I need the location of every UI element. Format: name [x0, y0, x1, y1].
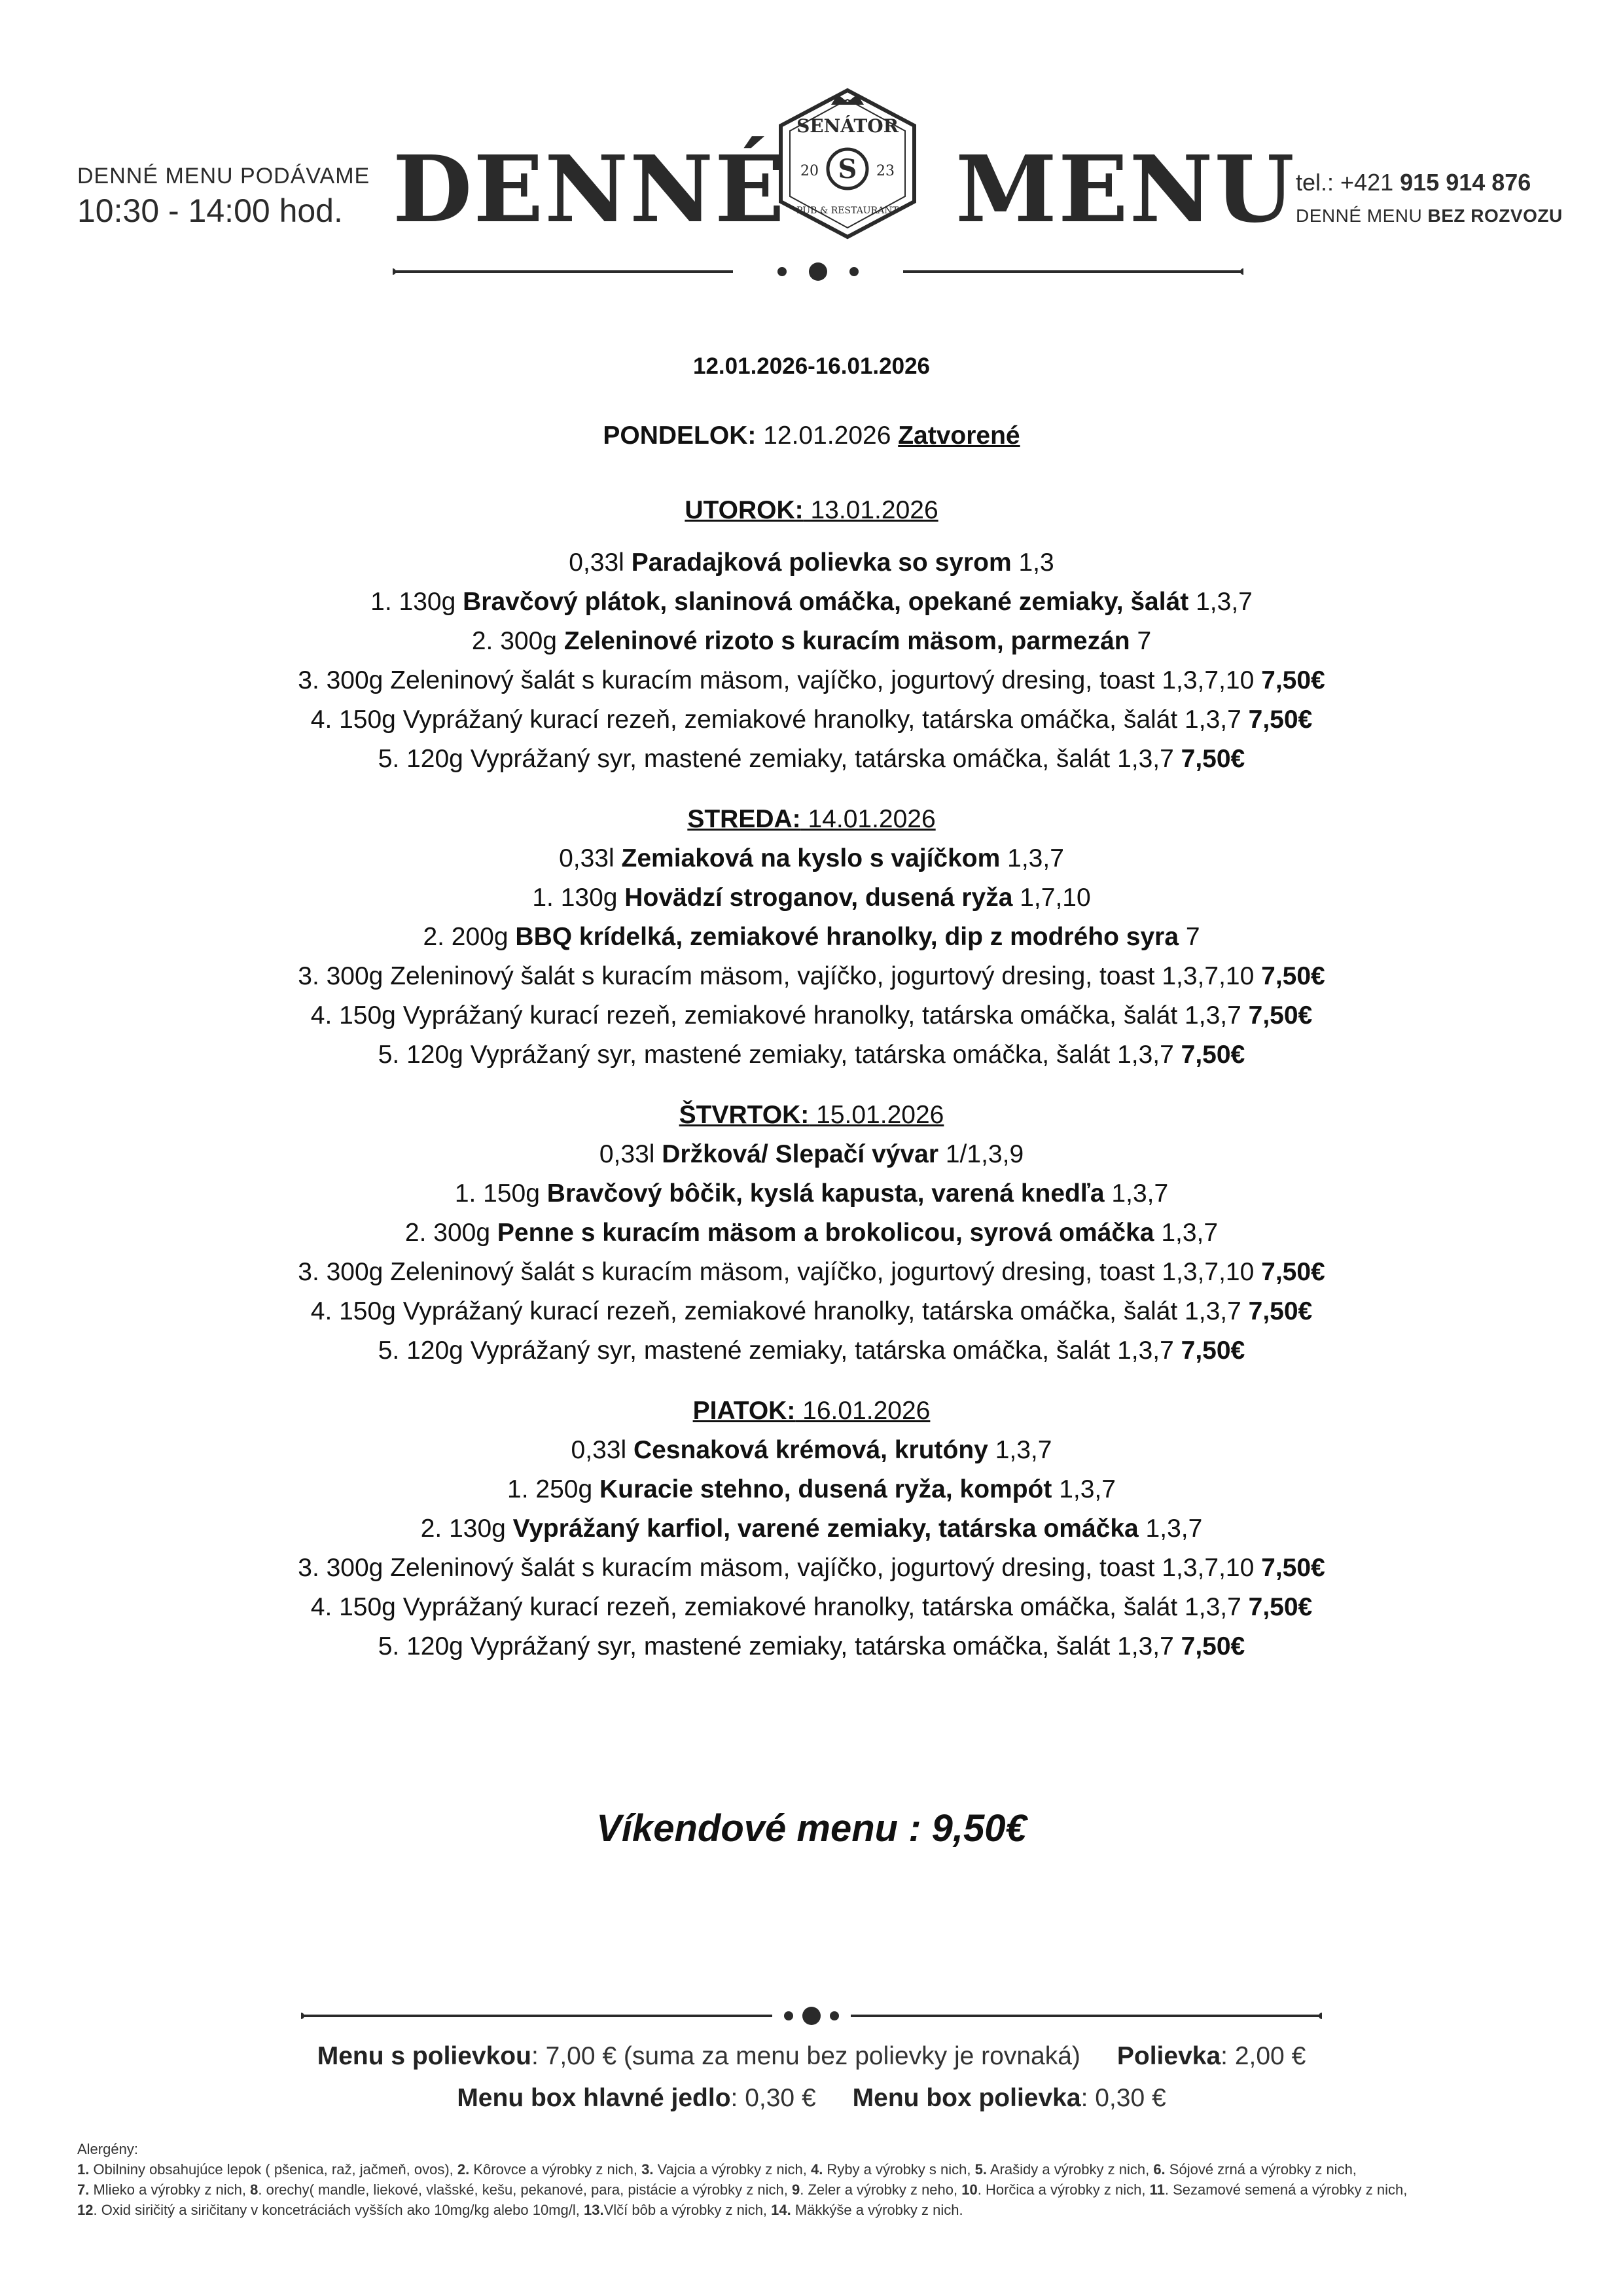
menu-item	[0, 583, 1623, 622]
item-prefix: 5. 120g Vyprážaný syr, mastené zemiaky, tatárska omáčka, šalát 1,3,7	[378, 1336, 1181, 1365]
menu-item	[0, 543, 1623, 583]
item-prefix: 0,33l	[599, 1140, 662, 1168]
title-left: DENNÉ	[393, 136, 786, 243]
day-label: UTOROK:	[685, 496, 804, 524]
item-prefix: 3. 300g Zeleninový šalát s kuracím mäsom, vajíčko, jogurtový dresing, toast 1,3,7,10	[298, 666, 1262, 694]
footer-divider	[301, 2003, 1322, 2029]
allergen-text: . Sezamové semená a výrobky z nich,	[1164, 2181, 1408, 2198]
allergen-text: . orechy( mandle, liekové, vlašské, kešu, pekanové, para, pistácie a výrobky z nich,	[258, 2181, 792, 2198]
day-label: ŠTVRTOK:	[679, 1101, 810, 1129]
allergen-text: Arašidy a výrobky z nich,	[986, 2161, 1154, 2178]
allergen-text: Mäkkýše a výrobky z nich.	[791, 2202, 963, 2218]
item-price: 7,50€	[1181, 1632, 1245, 1660]
title-right: MENU	[955, 136, 1296, 243]
weekend-menu-price: Víkendové menu : 9,50€	[596, 1807, 1027, 1850]
item-prefix: 1. 130g	[370, 588, 463, 616]
menu-item	[0, 996, 1623, 1035]
item-dish: Zemiaková na kyslo s vajíčkom	[621, 844, 1001, 872]
item-prefix: 3. 300g Zeleninový šalát s kuracím mäsom, vajíčko, jogurtový dresing, toast 1,3,7,10	[298, 1258, 1262, 1286]
item-dish: Bravčový plátok, slaninová omáčka, opekané zemiaky, šalát	[463, 588, 1189, 616]
box-soup-label: Menu box polievka	[852, 2084, 1081, 2112]
item-price: 7,50€	[1261, 1258, 1325, 1286]
delivery-bold: BEZ ROZVOZU	[1427, 206, 1563, 226]
allergen-number: 11	[1149, 2181, 1165, 2198]
menu-item	[0, 1470, 1623, 1509]
item-dish: Penne s kuracím mäsom a brokolicou, syrová omáčka	[497, 1219, 1154, 1247]
menu-soup-label: Menu s polievkou	[317, 2042, 531, 2070]
allergen-text: . Horčica a výrobky z nich,	[977, 2181, 1150, 2198]
item-prefix: 5. 120g Vyprážaný syr, mastené zemiaky, tatárska omáčka, šalát 1,3,7	[378, 1041, 1181, 1069]
allergen-number: 3.	[641, 2161, 654, 2178]
menu-item	[0, 1588, 1623, 1627]
allergen-number: 1.	[77, 2161, 90, 2178]
item-allergens: 1,3,7	[1104, 1179, 1169, 1208]
item-allergens: 1,3,7	[988, 1436, 1052, 1464]
allergen-number: 7.	[77, 2181, 90, 2198]
menu-item	[0, 1253, 1623, 1292]
menu-item	[0, 700, 1623, 740]
menu-item	[0, 661, 1623, 700]
menu-item	[0, 740, 1623, 779]
allergen-text: Vajcia a výrobky z nich,	[653, 2161, 811, 2178]
price-line-2	[0, 2077, 1623, 2119]
allergen-line	[77, 2179, 1556, 2200]
item-dish: Cesnaková krémová, krutóny	[633, 1436, 988, 1464]
menu-item	[0, 1331, 1623, 1371]
day-section	[0, 491, 1623, 779]
allergen-number: 2.	[457, 2161, 470, 2178]
item-allergens: 1,3,7	[1052, 1475, 1116, 1503]
day-date: 13.01.2026	[803, 496, 938, 524]
day-section	[0, 1096, 1623, 1371]
monday-closed	[0, 422, 1623, 450]
menu-item	[0, 1431, 1623, 1470]
allergen-text: Sójové zrná a výrobky z nich,	[1165, 2161, 1357, 2178]
item-price: 7,50€	[1248, 706, 1313, 734]
allergen-text: Ryby a výrobky s nich,	[823, 2161, 975, 2178]
phone-prefix: tel.: +421	[1296, 169, 1400, 196]
allergen-number: 5.	[974, 2161, 987, 2178]
item-price: 7,50€	[1181, 1336, 1245, 1365]
allergen-line	[77, 2159, 1556, 2179]
menu-item	[0, 1174, 1623, 1213]
item-dish: Vyprážaný karfiol, varené zemiaky, tatárska omáčka	[512, 1515, 1139, 1543]
day-heading	[0, 1391, 1623, 1431]
item-allergens: 1,3,7	[1138, 1515, 1203, 1543]
item-dish: Bravčový bôčik, kyslá kapusta, varená knedľa	[546, 1179, 1105, 1208]
allergen-list	[77, 2159, 1556, 2220]
price-line-1	[0, 2036, 1623, 2077]
menu-item	[0, 622, 1623, 661]
day-date: 16.01.2026	[795, 1397, 931, 1425]
item-prefix: 4. 150g Vyprážaný kurací rezeň, zemiakové hranolky, tatárska omáčka, šalát 1,3,7	[310, 1001, 1249, 1030]
day-heading	[0, 1096, 1623, 1135]
day-section	[0, 1391, 1623, 1666]
item-dish: Paradajková polievka so syrom	[631, 548, 1012, 577]
item-allergens: 1,3,7	[1000, 844, 1064, 872]
item-prefix: 5. 120g Vyprážaný syr, mastené zemiaky, tatárska omáčka, šalát 1,3,7	[378, 1632, 1181, 1660]
header-divider	[393, 259, 1243, 285]
senator-logo	[769, 85, 926, 262]
phone-line	[1296, 169, 1563, 196]
monday-label: PONDELOK:	[603, 422, 757, 450]
item-allergens: 7	[1130, 627, 1152, 655]
item-price: 7,50€	[1261, 666, 1325, 694]
item-prefix: 0,33l	[571, 1436, 633, 1464]
soup-label: Polievka	[1116, 2042, 1221, 2070]
menu-soup-value: : 7,00 € (suma za menu bez polievky je rovnaká)	[531, 2042, 1080, 2070]
contact-info	[1296, 169, 1563, 226]
svg-text:20: 20	[800, 163, 819, 179]
phone-number: 915 914 876	[1400, 169, 1531, 196]
box-main-label: Menu box hlavné jedlo	[457, 2084, 731, 2112]
menu-item	[0, 878, 1623, 918]
item-allergens: 1,7,10	[1012, 884, 1091, 912]
item-prefix: 5. 120g Vyprážaný syr, mastené zemiaky, tatárska omáčka, šalát 1,3,7	[378, 745, 1181, 773]
allergen-legend	[77, 2139, 1556, 2220]
header	[0, 0, 1623, 308]
serving-hours	[77, 164, 370, 230]
allergen-text: . Oxid siričitý a siričitany v koncetráciách vyšších ako 10mg/kg alebo 10mg/l,	[93, 2202, 584, 2218]
allergen-number: 10	[961, 2181, 978, 2198]
item-price: 7,50€	[1261, 1554, 1325, 1582]
item-price: 7,50€	[1181, 1041, 1245, 1069]
day-section	[0, 800, 1623, 1075]
menu-item	[0, 1549, 1623, 1588]
svg-text:23: 23	[876, 163, 895, 179]
item-dish: Kuracie stehno, dusená ryža, kompót	[599, 1475, 1052, 1503]
item-dish: BBQ krídelká, zemiakové hranolky, dip z modrého syra	[515, 923, 1179, 951]
allergen-text: Kôrovce a výrobky z nich,	[469, 2161, 642, 2178]
item-prefix: 2. 300g	[471, 627, 564, 655]
menu-item	[0, 918, 1623, 957]
allergen-text: Mlieko a výrobky z nich,	[89, 2181, 251, 2198]
allergen-number: 9	[791, 2181, 800, 2198]
price-info	[0, 2036, 1623, 2119]
item-allergens: 1/1,3,9	[938, 1140, 1024, 1168]
menu-item	[0, 1292, 1623, 1331]
item-prefix: 4. 150g Vyprážaný kurací rezeň, zemiakové hranolky, tatárska omáčka, šalát 1,3,7	[310, 1593, 1249, 1621]
item-prefix: 2. 300g	[404, 1219, 497, 1247]
item-prefix: 3. 300g Zeleninový šalát s kuracím mäsom, vajíčko, jogurtový dresing, toast 1,3,7,10	[298, 1554, 1262, 1582]
svg-text:PUB & RESTAURANT: PUB & RESTAURANT	[796, 206, 899, 216]
menu-item	[0, 839, 1623, 878]
allergen-text: Obilniny obsahujúce lepok ( pšenica, raž, jačmeň, ovos),	[89, 2161, 457, 2178]
item-price: 7,50€	[1248, 1593, 1313, 1621]
item-prefix: 4. 150g Vyprážaný kurací rezeň, zemiakové hranolky, tatárska omáčka, šalát 1,3,7	[310, 1297, 1249, 1325]
soup-value: : 2,00 €	[1221, 2042, 1306, 2070]
day-heading	[0, 491, 1623, 530]
item-prefix: 1. 150g	[454, 1179, 547, 1208]
item-prefix: 0,33l	[559, 844, 622, 872]
item-prefix: 1. 130g	[532, 884, 625, 912]
allergen-number: 4.	[810, 2161, 823, 2178]
delivery-prefix: DENNÉ MENU	[1296, 206, 1428, 226]
allergen-number: 6.	[1153, 2161, 1166, 2178]
item-prefix: 3. 300g Zeleninový šalát s kuracím mäsom, vajíčko, jogurtový dresing, toast 1,3,7,10	[298, 962, 1262, 990]
allergen-line	[77, 2200, 1556, 2220]
item-dish: Zeleninové rizoto s kuracím mäsom, parmezán	[563, 627, 1130, 655]
item-allergens: 7	[1179, 923, 1200, 951]
item-price: 7,50€	[1248, 1001, 1313, 1030]
item-prefix: 1. 250g	[507, 1475, 600, 1503]
item-dish: Držková/ Slepačí vývar	[662, 1140, 939, 1168]
item-price: 7,50€	[1181, 745, 1245, 773]
day-date: 14.01.2026	[800, 805, 936, 833]
week-date-range: 12.01.2026-16.01.2026	[693, 353, 930, 379]
menu-item	[0, 957, 1623, 996]
allergen-text: . Zeler a výrobky z neho,	[800, 2181, 962, 2198]
menu-item	[0, 1035, 1623, 1075]
monday-status: Zatvorené	[898, 422, 1020, 450]
monday-date: 12.01.2026	[756, 422, 899, 450]
svg-text:SENÁTOR: SENÁTOR	[796, 115, 899, 137]
box-main-value: : 0,30 €	[730, 2084, 816, 2112]
svg-text:S: S	[838, 154, 857, 185]
item-allergens: 1,3,7	[1154, 1219, 1219, 1247]
item-prefix: 4. 150g Vyprážaný kurací rezeň, zemiakové hranolky, tatárska omáčka, šalát 1,3,7	[310, 706, 1249, 734]
delivery-line	[1296, 206, 1563, 226]
serving-hours-label: DENNÉ MENU PODÁVAME	[77, 164, 370, 188]
menu-content	[0, 353, 1623, 1687]
item-price: 7,50€	[1261, 962, 1325, 990]
menu-item	[0, 1627, 1623, 1666]
item-allergens: 1,3	[1011, 548, 1054, 577]
days-list	[0, 491, 1623, 1666]
serving-hours-time: 10:30 - 14:00 hod.	[77, 192, 343, 229]
allergen-title: Alergény:	[77, 2141, 138, 2157]
item-prefix: 0,33l	[569, 548, 632, 577]
day-date: 15.01.2026	[809, 1101, 944, 1129]
item-price: 7,50€	[1248, 1297, 1313, 1325]
menu-item	[0, 1213, 1623, 1253]
item-prefix: 2. 200g	[423, 923, 516, 951]
menu-item	[0, 1509, 1623, 1549]
day-label: PIATOK:	[692, 1397, 796, 1425]
item-dish: Hovädzí stroganov, dusená ryža	[624, 884, 1013, 912]
item-allergens: 1,3,7	[1188, 588, 1253, 616]
allergen-number: 14.	[771, 2202, 791, 2218]
allergen-number: 8	[250, 2181, 259, 2198]
day-heading	[0, 800, 1623, 839]
menu-item	[0, 1135, 1623, 1174]
allergen-text: Vlčí bôb a výrobky z nich,	[603, 2202, 772, 2218]
day-label: STREDA:	[687, 805, 801, 833]
item-prefix: 2. 130g	[420, 1515, 513, 1543]
allergen-number: 13.	[584, 2202, 604, 2218]
allergen-number: 12	[77, 2202, 94, 2218]
box-soup-value: : 0,30 €	[1080, 2084, 1166, 2112]
